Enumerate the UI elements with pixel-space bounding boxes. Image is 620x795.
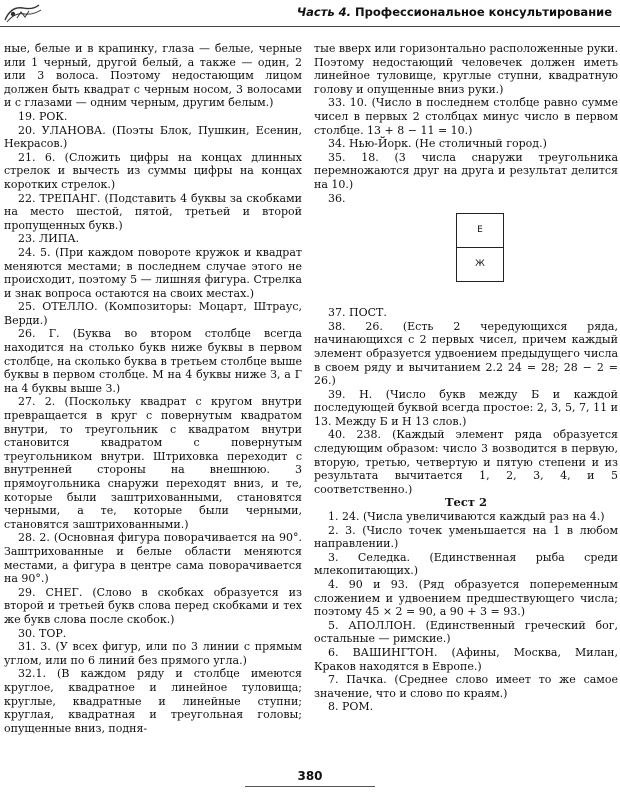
paragraph: ные, белые и в крапинку, глаза — белые, черные или 1 черный, другой белый, а также — один, 2 или 3 волоса. Поэтому недостающим лицом должен быть квадрат с черным носом, 3 волосами и с глазами — одним черным, другим белым.) (4, 42, 302, 110)
running-header (297, 5, 612, 19)
answer-20: 20. УЛАНОВА. (Поэты Блок, Пушкин, Есенин, Некрасов.) (4, 123, 302, 151)
test2-answer-5: 5. АПОЛЛОН. (Единственный греческий бог, остальные — римские.) (314, 618, 618, 646)
answer-32: 32.1. (В каждом ряду и столбце имеются круглое, квадратное и линейное туловища; круглые, квадратные и линейные ступни; круглая, квадратная и треугольная головы; опущенные вниз, подня- (4, 667, 302, 735)
answer-23: 23. ЛИПА. (18, 232, 80, 246)
publisher-logo (3, 2, 43, 24)
answer-38: 38. 26. (Есть 2 чередующихся ряда, начинающихся с 2 первых чисел, причем каждый элемент образуется удвоением предыдущего числа в своем ряду и вычитанием 2.2 24 = 28; 28 − 2 = 26.) (314, 319, 618, 388)
answer-35: 35. 18. (3 числа снаружи треугольника перемножаются друг на друга и результат делится на 10.) (314, 150, 618, 191)
section-title: Тест 2 (444, 495, 487, 510)
answer-19: 19. РОК. (18, 109, 68, 123)
paragraph: тые вверх или горизонтально расположенные руки. Поэтому недостающий человечек должен иметь линейное туловище, круглые ступни, квадратную голову и опущенные вниз руки.) (314, 42, 619, 96)
test2-answer-8: 8. РОМ. (328, 700, 374, 714)
answer-34: 34. Нью-Йорк. (Не столичный город.) (328, 137, 547, 151)
answer-26: 26. Г. (Буква во втором столбце всегда находится на столько букв ниже буквы в первом столбце, на сколько буква в третьем столбце выше буквы в первом столбце. М на 4 буквы ниже З, а Г на 4 буквы выше З.) (4, 327, 302, 395)
figure-cell: Ж (457, 247, 503, 281)
answer-29: 29. СНЕГ. (Слово в скобках образуется из второй и третьей букв слова перед скобками и тех же букв слова после скобок.) (4, 585, 302, 626)
test2-answer-2: 2. 3. (Число точек уменьшается на 1 в любом направлении.) (314, 523, 618, 551)
answer-30: 30. ТОР. (18, 626, 67, 640)
right-column (314, 42, 618, 714)
answer-33: 33. 10. (Число в последнем столбце равно сумме чисел в первых 2 столбцах минус число в первом столбце. 13 + 8 − 11 = 10.) (314, 96, 618, 137)
page-number: 380 (297, 769, 323, 783)
test2-answer-1: 1. 24. (Числа увеличиваются каждый раз на 4.) (328, 510, 605, 524)
header-part: Часть 4. (296, 5, 352, 19)
footer-rule (245, 786, 375, 787)
answer-39: 39. Н. (Число букв между Б и каждой последующей буквой всегда простое: 2, 3, 5, 7, 11 и 13. Между Б и Н 13 слов.) (314, 387, 618, 428)
page-header (0, 0, 620, 27)
answer-24: 24. 5. (При каждом повороте кружок и квадрат меняются местами; в последнем случае этого не происходит, поэтому 5 — лишняя фигура. Стрелка и знак вопроса остаются на своих местах.) (4, 245, 302, 300)
answer-28: 28. 2. (Основная фигура поворачивается на 90°. Заштрихованные и белые области меняются местами, а фигура в центре сама поворачивается на 90°.) (4, 531, 302, 586)
test2-answer-6: 6. ВАШИНГТОН. (Афины, Москва, Милан, Краков находятся в Европе.) (314, 645, 618, 673)
test2-answer-4: 4. 90 и 93. (Ряд образуется попеременным сложением и удвоением предшествующего числа; поэтому 45 × 2 = 90, а 90 + 3 = 93.) (314, 578, 618, 619)
left-column (4, 42, 302, 735)
answer-40: 40. 238. (Каждый элемент ряда образуется следующим образом: число 3 возводится в первую, вторую, третью, четвертую и пятую степени и из результата вычитается 1, 2, 3, 4, и 5 соответственно.) (314, 428, 618, 496)
answer-37: 37. ПОСТ. (328, 306, 387, 320)
letter-box-figure (456, 213, 504, 282)
header-title: Профессиональное консультирование (355, 5, 612, 19)
test2-answer-7: 7. Пачка. (Среднее слово имеет то же самое значение, что и слово по краям.) (314, 673, 618, 700)
test2-answer-3: 3. Селедка. (Единственная рыба среди млекопитающих.) (314, 550, 618, 578)
answer-31: 31. 3. (У всех фигур, или по 3 линии с прямым углом, или по 6 линий без прямого угла.) (4, 640, 302, 667)
answer-36: 36. (328, 191, 346, 205)
answer-22: 22. ТРЕПАНГ. (Подставить 4 буквы за скобками на место шестой, пятой, третьей и второй пропущенных букв.) (4, 191, 302, 232)
answer-25: 25. ОТЕЛЛО. (Композиторы: Моцарт, Штраус, Верди.) (4, 300, 302, 327)
figure-cell: Е (477, 224, 483, 235)
answer-27: 27. 2. (Поскольку квадрат с кругом внутри превращается в круг с повернутым квадратом внутри, то треугольник с квадратом внутри становится квадратом с повернутым треугольником внутри. Штриховка переходит с внутренней стороны на внешнюю. 3 прямоугольника снаружи переходят вниз, и те, которые были заштрихованными, становятся черными, а те, которые были черными, становятся заштрихованными.) (4, 395, 302, 531)
answer-21: 21. 6. (Сложить цифры на концах длинных стрелок и вычесть из суммы цифры на концах коротких стрелок.) (4, 150, 302, 191)
